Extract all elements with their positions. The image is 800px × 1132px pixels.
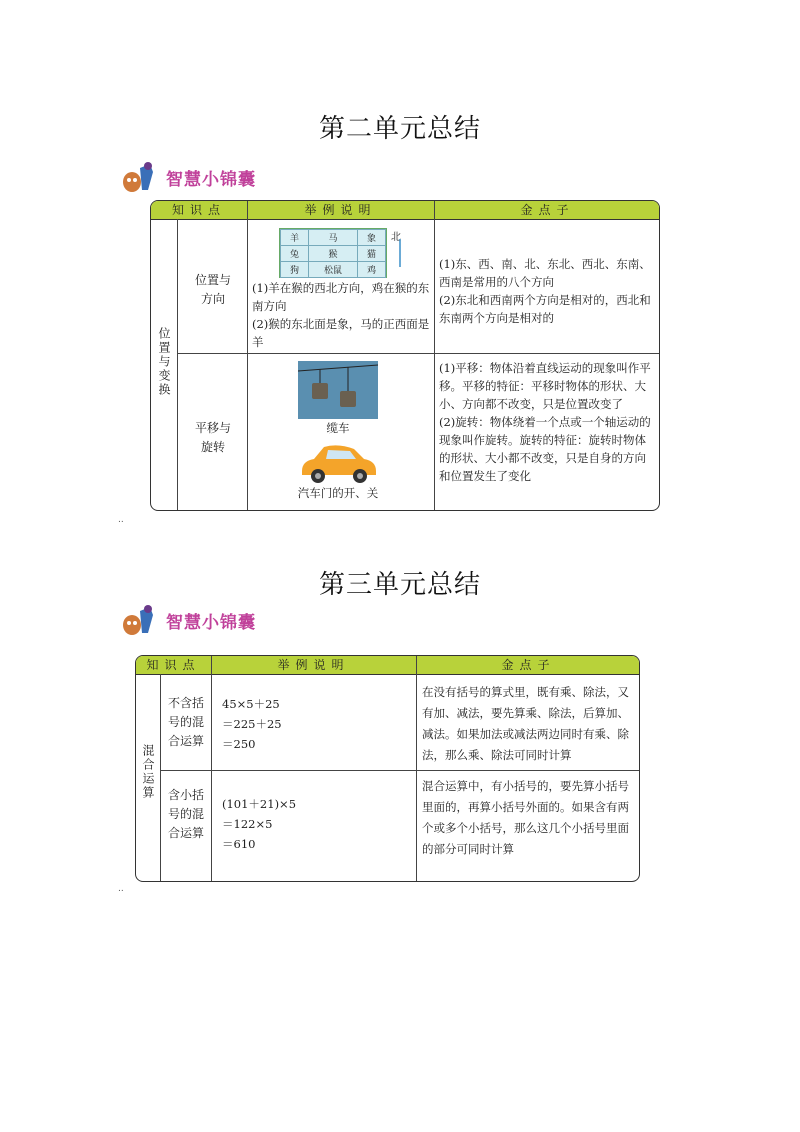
- caption-car-door: 汽车门的开、关: [297, 486, 379, 500]
- tip-no-brackets: 在没有括号的算式里，既有乘、除法，又有加、减法，要先算乘、除法，后算加、减法。如果加法或减法两边同时有乘、除法，那么乘、除法可同时计算: [422, 685, 629, 762]
- north-arrow-icon: [397, 239, 403, 267]
- brand-label: 智慧小锦囊: [166, 169, 256, 190]
- header-example: 举例说明: [304, 203, 377, 217]
- topic-translation-rotation: 平移与 旋转: [194, 421, 231, 454]
- example-no-brackets: 45×5＋25 ＝225＋25 ＝250: [222, 697, 282, 751]
- header-knowledge: 知识点: [171, 203, 226, 217]
- header-example: 举例说明: [277, 658, 350, 672]
- header-tip: 金点子: [501, 658, 556, 672]
- brand-label: 智慧小锦囊: [166, 612, 256, 633]
- header-knowledge: 知识点: [146, 658, 201, 672]
- category-label: 混合运算: [141, 744, 155, 800]
- unit3-table: [135, 655, 640, 882]
- tip-with-brackets: 混合运算中，有小括号的，要先算小括号里面的，再算小括号外面的。如果含有两个或多个小括号，那么这几个小括号里面的部分可同时计算: [422, 779, 629, 856]
- north-arrow-label: 北: [391, 232, 401, 243]
- page-mark: ..: [118, 884, 124, 894]
- tip-position-text: (1)东、西、南、北、东北、西北、东南、西南是常用的八个方向 (2)东北和西南两个方向是相对的，西北和东南两个方向是相对的: [439, 257, 651, 325]
- caption-cable-car: 缆车: [326, 421, 350, 435]
- topic-position-direction: 位置与 方向: [194, 273, 231, 306]
- unit2-title: 第二单元总结: [318, 114, 481, 144]
- unit3-title: 第三单元总结: [318, 570, 481, 600]
- mascot-icon: [120, 160, 158, 194]
- example-with-brackets: (101＋21)×5 ＝122×5 ＝610: [222, 797, 297, 851]
- animal-grid: 羊 马 象 兔 猴 猫 狗 松鼠 鸡: [279, 228, 387, 278]
- car-image: [298, 441, 378, 485]
- example-position-text: (1)羊在猴的西北方向，鸡在猴的东南方向 (2)猴的东北面是象，马的正西面是羊: [252, 281, 430, 349]
- header-tip: 金点子: [520, 203, 575, 217]
- topic-with-brackets: 含小括 号的混 合运算: [167, 788, 204, 840]
- mascot-icon: [120, 603, 158, 637]
- unit2-brand: [120, 160, 256, 194]
- tip-translation-text: (1)平移：物体沿着直线运动的现象叫作平移。平移的特征：平移时物体的形状、大小、方向都不改变，只是位置改变了 (2)旋转：物体绕着一个点或一个轴运动的现象叫作旋转。旋转的特征：旋转时物体的形状、大小都不改变，只是自身的方向和位置发生了变化: [439, 361, 651, 483]
- unit2-table: [150, 200, 660, 511]
- cable-car-image: [298, 361, 378, 419]
- unit3-brand: [120, 603, 256, 637]
- topic-no-brackets: 不含括 号的混 合运算: [167, 696, 204, 748]
- page-mark: ..: [118, 515, 124, 525]
- category-label: 位置与变换: [157, 327, 171, 397]
